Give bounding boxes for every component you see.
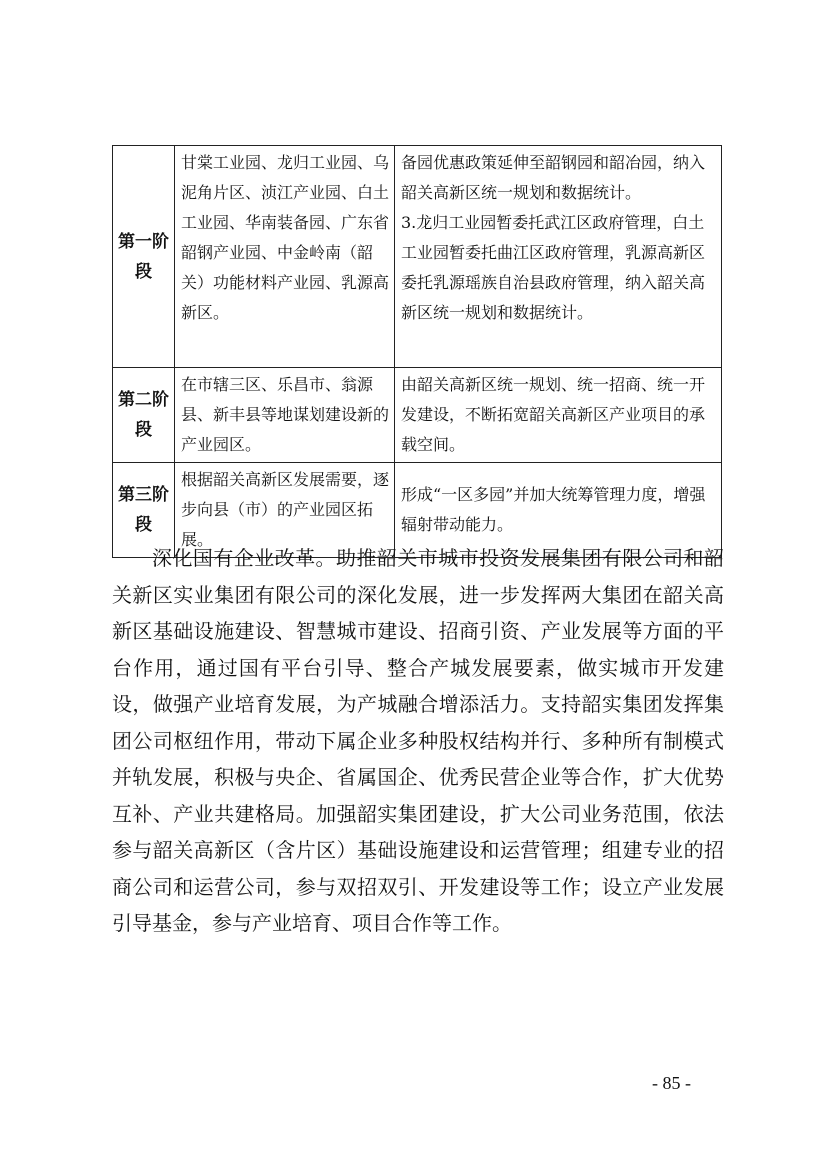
parks-cell: 在市辖三区、乐昌市、翁源县、新丰县等地谋划建设新的产业园区。	[175, 368, 395, 463]
stage-cell: 第二阶段	[113, 368, 175, 463]
measures-cell: 由韶关高新区统一规划、统一招商、统一开发建设，不断拓宽韶关高新区产业项目的承载空间。	[395, 368, 722, 463]
parks-cell: 根据韶关高新区发展需要，逐步向县（市）的产业园区拓展。	[175, 463, 395, 558]
stage-cell: 第三阶段	[113, 463, 175, 558]
measures-cell: 形成“一区多园”并加大统筹管理力度，增强辐射带动能力。	[395, 463, 722, 558]
parks-cell: 甘棠工业园、龙归工业园、乌泥角片区、浈江产业园、白土工业园、华南装备园、广东省韶钢产业园、中金岭南（韶关）功能材料产业园、乳源高新区。	[175, 146, 395, 368]
body-text	[112, 540, 724, 942]
paragraph: 深化国有企业改革。助推韶关市城市投资发展集团有限公司和韶关新区实业集团有限公司的深化发展，进一步发挥两大集团在韶关高新区基础设施建设、智慧城市建设、招商引资、产业发展等方面的平台作用，通过国有平台引导、整合产城发展要素，做实城市开发建设，做强产业培育发展，为产城融合增添活力。支持韶实集团发挥集团公司枢纽作用，带动下属企业多种股权结构并行、多种所有制模式并轨发展，积极与央企、省属国企、优秀民营企业等合作，扩大优势互补、产业共建格局。加强韶实集团建设，扩大公司业务范围，依法参与韶关高新区（含片区）基础设施建设和运营管理；组建专业的招商公司和运营公司，参与双招双引、开发建设等工作；设立产业发展引导基金，参与产业培育、项目合作等工作。	[112, 546, 724, 935]
measures-cell	[395, 146, 722, 368]
measures-text: 备园优惠政策延伸至韶钢园和韶冶园，纳入韶关高新区统一规划和数据统计。	[401, 153, 706, 202]
measures-text: 3.龙归工业园暂委托武江区政府管理，白土工业园暂委托曲江区政府管理，乳源高新区委托乳源瑶族自治县政府管理，纳入韶关高新区统一规划和数据统计。	[401, 213, 706, 322]
table-row	[113, 146, 722, 368]
page-number: - 85 -	[652, 1073, 691, 1093]
stage-cell: 第一阶段	[113, 146, 175, 368]
stage-table	[112, 145, 722, 558]
table-row	[113, 368, 722, 463]
